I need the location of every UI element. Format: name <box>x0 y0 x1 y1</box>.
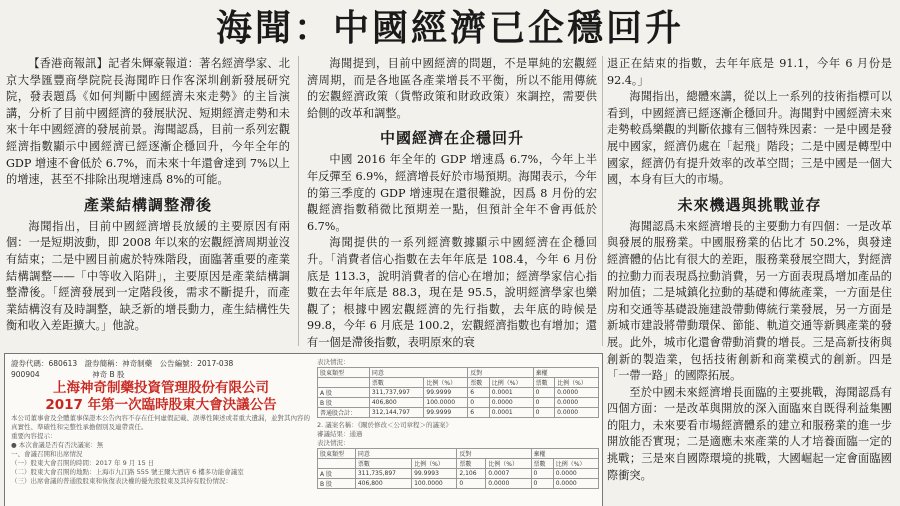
announcement-right <box>317 358 599 492</box>
table-subheader-cell: 比例（%） <box>412 459 457 469</box>
table-subheader-cell: 比例（%） <box>489 378 533 388</box>
table-cell: 0.0000 <box>555 388 599 398</box>
announcement-note: （二）股東大會召開的地點：上海市九江路 555 號王爾大酒店 6 樓多功能會議室 <box>11 468 244 476</box>
table-subheader-cell: 票數 <box>355 459 411 469</box>
subheading-recovery: 中國經濟在企穩回升 <box>379 129 524 148</box>
table-cell: 0.0000 <box>555 398 599 408</box>
vote-table-1 <box>317 367 599 418</box>
table-cell: 406,800 <box>355 479 411 489</box>
table-subheader-cell: 比例（%） <box>555 378 599 388</box>
vote-heading: 表決情況： <box>317 358 350 366</box>
table-subheader-cell: 票數 <box>468 378 490 388</box>
table-cell: 0.0000 <box>553 479 598 489</box>
table-cell: 0.0001 <box>489 408 533 418</box>
table-cell: 0 <box>457 479 486 489</box>
paragraph: 海聞指出，總體來講，從以上一系列的技術指標可以看到，中國經濟已經逐漸企穩回升。海聞對中國經濟未來走勢較爲樂觀的判斷依據有三個特殊因素：一是中國是發展中國家，經濟仍處在「起飛」階段；二是中國是轉型中國家，經濟仍有提升效率的改革空間；三是中國是一個大國，本身有巨大的市場。 <box>607 90 892 187</box>
table-cell: 6 <box>468 388 490 398</box>
table-cell: 0 <box>533 398 555 408</box>
table-row <box>318 469 599 479</box>
table-cell: 311,737,997 <box>369 388 424 398</box>
table-cell: 0.0001 <box>489 388 533 398</box>
table-subheader-cell: 比例（%） <box>424 378 468 388</box>
table-header-cell: 同意 <box>355 449 457 459</box>
table-cell: 99.9993 <box>412 469 457 479</box>
table-cell: 406,800 <box>369 398 424 408</box>
subheading-industry: 產業結構調整滯後 <box>83 195 212 214</box>
column-3 <box>607 56 892 484</box>
announcement-note: 一、會議召開和出席情況 <box>11 450 83 458</box>
paragraph: 海聞認爲未來經濟增長的主要動力有四個：一是改革與發展的服務業。中國服務業的佔比才 50.2%，與發達經濟體的佔比有很大的差距，服務業發展空間大，對經濟的拉動力而表現爲拉動消費，另一方面表現爲增加產品的附加值；二是城鎮化拉動的基礎和傳統產業，一方面是住房和交通等基礎設施建設帶動傳統行業發展，另一方面是新城市建設將帶動環保、節能、軌道交通等新興產業的發展。此外，城市化還會帶動消費的增長。三是高新技術與創新的製造業，包括技術創新和商業模式的創新。四是「一帶一路」的國際拓展。 <box>607 219 892 383</box>
stock-code-line: 證券代碼：680613 證券簡稱：神奇制藥 公告編號：2017-038 <box>11 359 234 368</box>
paragraph: 海聞提供的一系列經濟數據顯示中國經濟在企穩回升。「消費者信心指數在去年年底是 108.4，今年 6 月份底是 113.3，說明消費者的信心在增加；經濟學家信心指數在去年年底是 88.3，現在是 95.5，說明經濟學家也樂觀了；根據中國宏觀經濟的先行指數，去年底的時候是 99.8，今年 6 月底是 100.2，宏觀經濟指數也有增加；還有一個是滯後指數，表明原來的衰 <box>307 236 597 349</box>
table-cell: B 股 <box>318 479 356 489</box>
announcement-note: （一）股東大會召開的時間：2017 年 9 月 15 日 <box>11 459 155 467</box>
table-cell: A 股 <box>318 388 370 398</box>
vote-table-2 <box>317 448 599 489</box>
table-cell: 99.9999 <box>424 408 468 418</box>
table-cell: 0 <box>531 479 553 489</box>
table-subheader-cell: 票數 <box>457 459 486 469</box>
resolution-name: 2. 議案名稱：《關於修改＜公司章程＞的議案》 <box>317 421 453 429</box>
paragraph: 中國 2016 年全年的 GDP 增速爲 6.7%，今年上半年反彈至 6.9%，經濟增長好於市場預期。海聞表示，今年的第三季度的 GDP 增速現在還很難說，因爲 8 月份的宏觀經濟指數稍微比預期差一點，但預計全年不會再低於 6.7%。 <box>307 153 597 233</box>
table-row <box>318 398 599 408</box>
announcement-left <box>11 358 311 486</box>
table-subheader-cell: 票數 <box>531 459 553 469</box>
column-2 <box>307 56 597 352</box>
lead-paragraph: 【香港商報訊】記者朱輝豪報道：著名經濟學家、北京大學匯豐商學院院長海聞昨日作客深圳創新發展研究院，發表題爲《如何判斷中國經濟未來走勢》的主旨演講，分析了目前中國經濟的發展狀況、短期經濟走勢和未來十年中國經濟的發展前景。海聞認爲，目前一系列宏觀經濟指數顯示中國經濟已經逐漸企穩回升，今年全年的 GDP 增速不會低於 6.7%，而未來十年還會達到 7%以上的增速，甚至不排除出現增速爲 8%的可能。 <box>6 57 290 187</box>
table-header-cell: 股東類型 <box>318 449 356 459</box>
announcement-note: 本公司董事會及全體董事保證本公告內容不存在任何虛假記載、誤導性陳述或者重大遺漏，並對其內容的真實性、準確性和完整性承擔個別及連帶責任。 <box>11 414 310 431</box>
table-cell: 311,735,897 <box>355 469 411 479</box>
table-subheader-cell: 票數 <box>369 378 424 388</box>
stock-code-line-2: 900904 神奇 B 股 <box>11 370 125 379</box>
table-header-cell: 股東類型 <box>318 368 370 378</box>
table-cell: 312,144,797 <box>369 408 424 418</box>
column-1 <box>6 56 290 335</box>
vote-heading: 表決情況： <box>317 439 350 447</box>
table-header-cell: 棄權 <box>531 449 598 459</box>
paragraph: 海聞指出，目前中國經濟增長放緩的主要原因有兩個：一是短期波動，即 2008 年以來的宏觀經濟周期並沒有結束；二是中國目前處於特殊階段，面臨著重要的產業結構調整——「中等收入陷阱」，主要原因是產業結構調整滯後。「經濟發展到一定階段後，需求不斷提升，而產業結構沒有及時調整，缺乏新的增長動力，產生結構性失衡和收入差距擴大。」他說。 <box>6 219 290 333</box>
announcement-company: 上海神奇制藥投資管理股份有限公司 <box>53 380 269 396</box>
table-cell: B 股 <box>318 398 370 408</box>
table-cell: 0 <box>533 388 555 398</box>
table-cell: 0.0000 <box>486 479 531 489</box>
table-row <box>318 388 599 398</box>
table-cell: 2,106 <box>457 469 486 479</box>
column-divider <box>602 56 603 346</box>
table-cell: 普通股合計： <box>318 408 370 418</box>
table-cell: 0.0007 <box>486 469 531 479</box>
table-cell: 0 <box>533 408 555 418</box>
table-cell: 0 <box>468 398 490 408</box>
table-cell: 100.0000 <box>424 398 468 408</box>
table-cell: 100.0000 <box>412 479 457 489</box>
table-cell: 0.0000 <box>555 408 599 418</box>
table-subheader-cell: 比例（%） <box>486 459 531 469</box>
table-row <box>318 408 599 418</box>
headline: 海聞：中國經濟已企穩回升 <box>215 7 684 49</box>
paragraph: 退正在結束的指數，去年年底是 91.1，今年 6 月份是 92.4。」 <box>607 57 892 87</box>
table-cell: 99.9999 <box>424 388 468 398</box>
table-subheader-cell <box>318 378 370 388</box>
table-header-cell: 棄權 <box>533 368 598 378</box>
table-cell: A 股 <box>318 469 356 479</box>
announcement-note: （三）出席會議的普通股股東和恢復表決權的優先股股東及其持有股份情況： <box>11 477 232 485</box>
table-row <box>318 479 599 489</box>
resolution-result: 審議結果：通過 <box>317 430 363 438</box>
table-header-cell: 反對 <box>468 368 533 378</box>
paragraph: 至於中國未來經濟增長面臨的主要挑戰，海聞認爲有四個方面：一是改革與開放的深入面臨來自既得利益集團的阻力，未來要看市場經濟體系的建立和服務業的進一步開放能否實現；二是適應未來產業的人才培養面臨一定的挑戰；三是來自國際環境的挑戰，大國崛起一定會面臨國際衝突。 <box>607 385 892 482</box>
paragraph: 海聞提到，目前中國經濟的問題，不是單純的宏觀經濟周期，而是各地區各產業增長不平衡，所以不能用傳統的宏觀經濟政策（貨幣政策和財政政策）來調控，需要供給側的改革和調整。 <box>307 57 597 120</box>
announcement-note: 重要內容提示： <box>11 432 57 440</box>
table-cell: 0.0000 <box>553 469 598 479</box>
announcement-title: 2017 年第一次臨時股東大會決議公告 <box>45 397 277 413</box>
table-cell: 0 <box>531 469 553 479</box>
table-cell: 0.0000 <box>489 398 533 408</box>
table-header-cell: 反對 <box>457 449 531 459</box>
column-divider <box>298 56 299 346</box>
table-subheader-cell: 票數 <box>533 378 555 388</box>
table-subheader-cell <box>318 459 356 469</box>
table-subheader-cell: 比例（%） <box>553 459 598 469</box>
table-cell: 6 <box>468 408 490 418</box>
announcement-ad <box>4 353 603 506</box>
announcement-note: ● 本次會議是否有否決議案：無 <box>11 441 104 449</box>
table-header-cell: 同意 <box>369 368 467 378</box>
subheading-opportunities: 未來機遇與挑戰並存 <box>677 195 822 214</box>
